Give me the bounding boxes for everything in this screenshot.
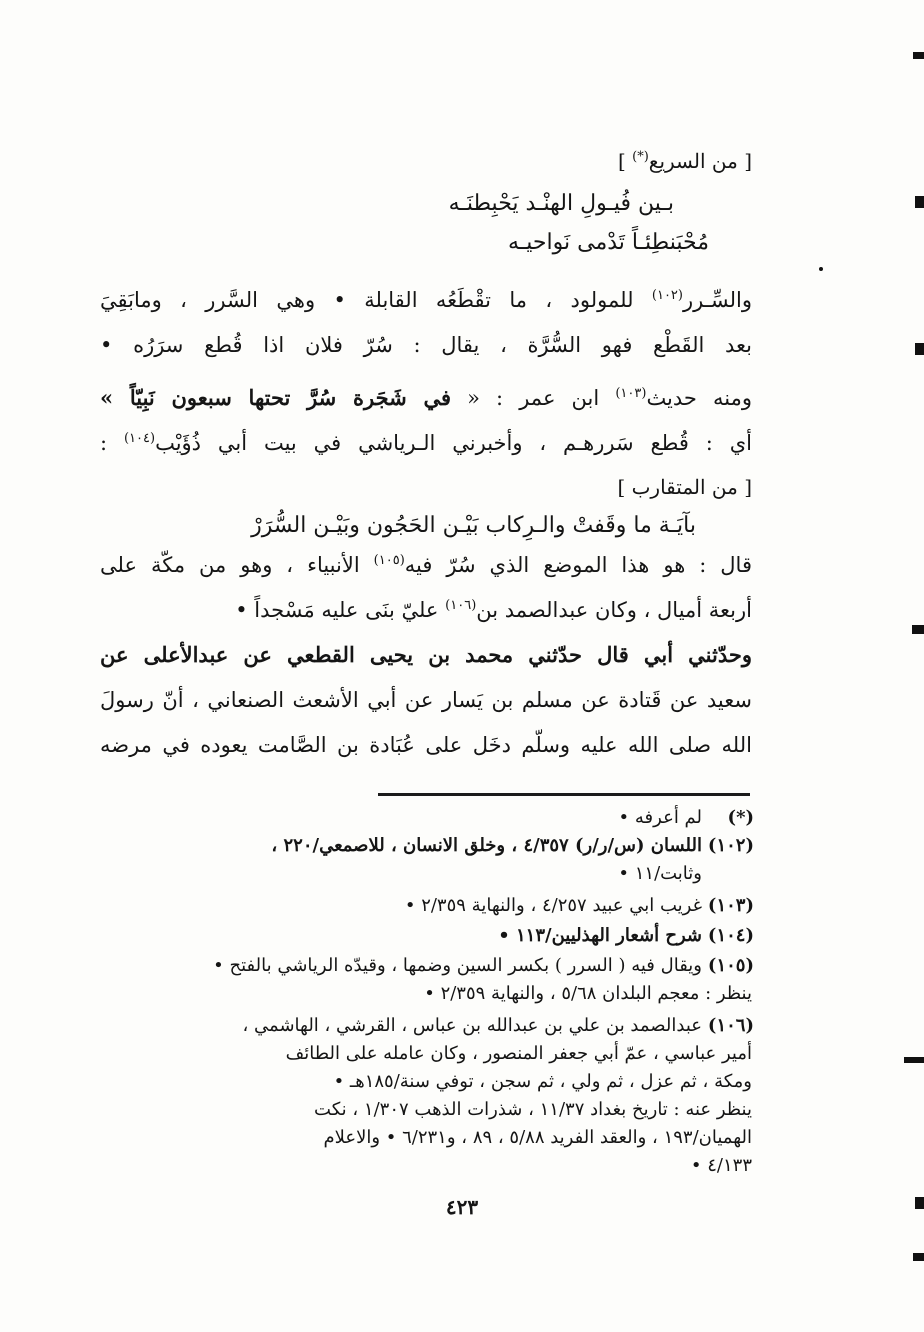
verse-line: بآيَـة ما وقَفتْ والـرِكاب بَيْـن الحَجُون وبَيْـن السُّرَرْ [251, 513, 696, 538]
scan-edge-mark [913, 1253, 924, 1261]
footnote: (١٠٣)غريب ابي عبيد ٤/٢٥٧ ، والنهاية ٢/٣٥٩ • [404, 895, 754, 916]
footnote-ref: (١٠٢) [651, 288, 683, 303]
meter-label: [ من السريع(*) ] [617, 149, 752, 173]
scan-edge-mark [915, 196, 924, 208]
footnote-continuation: ومكة ، ثم عزل ، ثم ولي ، ثم سجن ، توفي سنة/١٨٥هـ • [333, 1071, 752, 1092]
footnote: (١٠٦)عبدالصمد بن علي بن عبدالله بن عباس ، القرشي ، الهاشمي ، [242, 1015, 754, 1036]
footnote-ref: (١٠٦) [445, 598, 477, 613]
scan-edge-mark [915, 1197, 924, 1209]
footnote: (*)لم أعرفه • [618, 807, 754, 828]
footnote-continuation: ٤/١٣٣ • [690, 1155, 752, 1176]
paragraph-line: أربعة أميال ، وكان عبدالصمد بن$^{(١٠٦)}$ عليّ بنَى عليه مَسْجداً • [235, 598, 752, 622]
scan-edge-mark [913, 52, 924, 59]
footnote-continuation: أمير عباسي ، عمّ أبي جعفر المنصور ، وكان عامله على الطائف [285, 1043, 752, 1064]
footnote-ref: (١٠٥) [373, 553, 405, 568]
footnote-continuation: ينظر عنه : تاريخ بغداد ١١/٣٧ ، شذرات الذهب ١/٣٠٧ ، نكت [314, 1099, 752, 1120]
footnote-continuation: الهميان/١٩٣ ، والعقد الفريد ٥/٨٨ ، ٨٩ ، و٦/٢٣١ • والاعلام [323, 1127, 752, 1148]
footnote: (١٠٥)ويقال فيه ( السرر ) بكسر السين وضمها ، وقيدّه الرياشي بالفتح • [213, 955, 754, 976]
scan-speck [819, 267, 823, 271]
footnote-continuation: وثابت/١١ • [618, 863, 702, 884]
paragraph-line: والسِّـرر$^{(١٠٢)}$ للمولود ، ما تقْطَعُه القابلة • وهي السَّرر ، ومابَقِيَ [100, 288, 752, 312]
footnote-divider [378, 793, 750, 796]
paragraph-line: بعد القَطْع فهو السُّرَّة ، يقال : سُرّ فلان اذا قُطع سرَرُه • [100, 333, 752, 357]
paragraph-line: أي : قُطع سَررهـم ، وأخبرني الـرياشي في بيت أبي ذُؤَيْب$^{(١٠٤)}$ : [100, 431, 752, 455]
verse-hemistich: مُحْبَنطِئـاً تَدْمى نَواحيـه [508, 230, 709, 255]
meter-label: [ من المتقارب ] [617, 475, 752, 499]
paragraph-line: ومنه حديث$^{(١٠٣)}$ ابن عمر : « في شَجَرة سُرَّ تحتها سبعون نَبِيّاً » [100, 385, 752, 410]
paragraph-line: الله صلى الله عليه وسلّم دخَل على عُبَادة بن الصَّامت يعوده في مرضه [100, 733, 752, 757]
scan-edge-mark [904, 1057, 924, 1063]
scan-edge-mark [912, 625, 924, 634]
footnote-continuation: ينظر : معجم البلدان ٥/٦٨ ، والنهاية ٢/٣٥٩ • [424, 983, 752, 1004]
paragraph-line: سعيد عن قَتادة عن مسلم بن يَسار عن أبي الأشعث الصنعاني ، أنّ رسولَ [100, 688, 752, 712]
paragraph-line: قال : هو هذا الموضع الذي سُرّ فيه$^{(١٠٥)}$ الأنبياء ، وهو من مكّة على [100, 553, 752, 577]
footnote: (١٠٢)اللسان (س/ر/ر) ٤/٣٥٧ ، وخلق الانسان ، للاصمعي/٢٢٠ ، [271, 835, 754, 856]
scan-edge-mark [915, 343, 924, 355]
footnote-ref: (١٠٣) [615, 386, 647, 401]
verse-hemistich: بـين فُيـولِ الهنْـد يَحْبِطنَـه [448, 191, 674, 216]
paragraph-line: وحدّثني أبي قال حدّثني محمد بن يحيى القطعي عن عبدالأعلى عن [100, 642, 752, 667]
footnote-ref: (١٠٤) [123, 431, 156, 446]
page-number: ٤٢٣ [445, 1195, 479, 1219]
footnote: (١٠٤)شرح أشعار الهذليين/١١٣ • [498, 925, 754, 946]
